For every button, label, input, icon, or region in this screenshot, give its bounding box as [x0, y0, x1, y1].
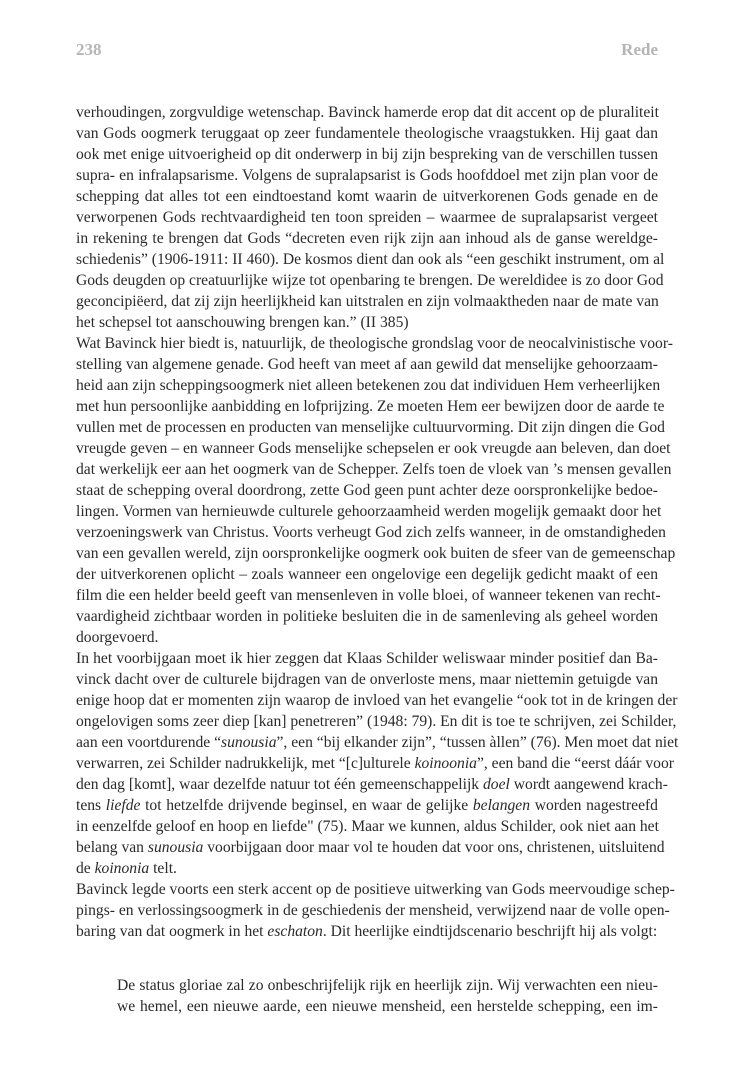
text-line [76, 186, 658, 207]
text-line [117, 975, 658, 996]
text-line [76, 354, 658, 375]
text-line [76, 690, 678, 711]
text-run: baring van dat oogmerk in het [76, 923, 268, 940]
running-title: Rede [621, 40, 658, 59]
text-line [76, 522, 666, 543]
text-line [76, 333, 673, 354]
text-run: Wat Bavinck hier biedt is, natuurlijk, de theologische grondslag voor de neocalvinistische voor- [76, 335, 673, 352]
text-run: ”, een “bij elkander zijn”, “tussen àllen” (76). Men moet dat niet [276, 734, 679, 751]
paragraph [76, 648, 679, 879]
text-run: heid aan zijn scheppingsoogmerk niet alleen betekenen zou dat individuen Hem verheerlijken [76, 377, 661, 394]
text-run: pings- en verlossingsoogmerk in de geschiedenis der mensheid, verwijzend naar de volle open- [76, 902, 670, 919]
italic-text: eschaton [267, 923, 323, 940]
text-run: De status gloriae zal zo onbeschrijfelijk rijk en heerlijk zijn. Wij verwachten een nieu- [117, 977, 658, 994]
text-line [76, 102, 658, 123]
text-run: van Gods oogmerk teruggaat op zeer fundamentele theologische vraagstukken. Hij gaat dan [76, 125, 658, 142]
text-line [76, 270, 664, 291]
text-line [76, 711, 677, 732]
text-line [76, 774, 668, 795]
text-line [76, 207, 658, 228]
text-run: van een gevallen wereld, zijn oorspronkelijke oogmerk ook buiten de sfeer van de gemeenschap [76, 545, 676, 562]
text-line [76, 501, 662, 522]
paragraphs [76, 102, 679, 942]
text-run: vaardigheid zichtbaar worden in politieke besluiten die in de samenleving als geheel worden [76, 608, 658, 625]
text-line [76, 312, 658, 333]
italic-text: sunousia [221, 734, 277, 751]
text-line [76, 165, 658, 186]
paragraph [76, 879, 675, 942]
text-run: vullen met de processen en producten van menselijke cultuurvorming. Dit zijn dingen die God [76, 419, 665, 436]
text-run: schepping dat alles tot een eindtoestand komt waarin de uitverkorenen Gods genade en de [76, 188, 658, 205]
text-run: der uitverkorenen oplicht – zoals wanneer een ongelovige een degelijk gedicht maakt of een [76, 566, 658, 583]
text-line [76, 459, 672, 480]
text-run: in rekening te brengen dat Gods “decreten even rijk zijn aan inhoud als de ganse wereldge- [76, 230, 658, 247]
text-line [76, 480, 658, 501]
text-line [76, 144, 658, 165]
text-run: dat werkelijk eer aan het oogmerk van de Schepper. Zelfs toen de vloek van ’s mensen gevallen [76, 461, 672, 478]
body-text [76, 102, 679, 1017]
text-run: worden nagestreefd [530, 797, 658, 814]
italic-text: sunousia [147, 839, 204, 856]
italic-text: koinoonia [414, 755, 477, 772]
text-run: . Dit heerlijke eindtijdscenario beschrijft hij als volgt: [322, 923, 658, 940]
text-line [76, 837, 665, 858]
text-run: vinck dacht over de culturele bijdragen van de onverloste mens, maar niettemin getuigde van [76, 671, 658, 688]
text-run: het schepsel tot aanschouwing brengen kan.” (II 385) [76, 314, 409, 331]
text-run: ”, een band die “eerst dáár voor [476, 755, 674, 772]
text-run: verworpenen Gods rechtvaardigheid ten toon spreiden – waarmee de supralapsarist vergeet [76, 209, 658, 226]
text-run: geconcipiëerd, dat zij zijn heerlijkheid kan uitstralen en zijn volmaaktheden naar de mate van [76, 293, 659, 310]
text-line [76, 123, 658, 144]
text-line [76, 417, 665, 438]
text-run: enige hoop dat er momenten zijn waarop de invloed van het evangelie “ook tot in de kringen der [76, 692, 678, 709]
text-line [76, 249, 665, 270]
text-run: doorgevoerd. [76, 629, 159, 646]
text-line [76, 753, 674, 774]
text-line [76, 375, 661, 396]
text-line [117, 996, 658, 1017]
italic-text: koinonia [94, 860, 150, 877]
text-line [76, 291, 658, 312]
italic-text: belangen [472, 797, 531, 814]
text-line [76, 816, 658, 837]
block-quote [76, 975, 658, 1017]
text-run: verwarren, zei Schilder nadrukkelijk, met “[c]ulturele [76, 755, 415, 772]
text-run: de [76, 860, 95, 877]
text-run: staat de schepping overal doordrong, zette God geen punt achter deze oorspronkelijke bedoe- [76, 482, 658, 499]
text-run: supra- en infralapsarisme. Volgens de supralapsarist is Gods hoofddoel met zijn plan voor de [76, 167, 658, 184]
paragraph [76, 102, 665, 333]
italic-text: liefde [105, 797, 141, 814]
text-line [76, 858, 658, 879]
text-run: voorbijgaan door maar vol te houden dat voor ons, christenen, uitsluitend [203, 839, 665, 856]
text-run: Bavinck legde voorts een sterk accent op de positieve uitwerking van Gods meervoudige schep- [76, 881, 675, 898]
text-line [76, 795, 658, 816]
text-run: wordt aangewend krach- [509, 776, 668, 793]
text-run: vreugde geven – en wanneer Gods menselijke schepselen er ook vreugde aan beleven, dan doet [76, 440, 671, 457]
text-run: met hun persoonlijke aanbidding en lofprijzing. Ze moeten Hem eer bewijzen door de aarde te [76, 398, 665, 415]
text-line [76, 606, 658, 627]
text-line [76, 228, 658, 249]
text-run: Gods deugden op creatuurlijke wijze tot openbaring te brengen. De wereldidee is zo door God [76, 272, 664, 289]
page-number: 238 [76, 40, 102, 59]
text-line [76, 648, 658, 669]
text-line [76, 627, 658, 648]
text-run: ook met enige uitvoerigheid op dit onderwerp in bij zijn bespreking van de verschillen tussen [76, 146, 659, 163]
text-run: lingen. Vormen van hernieuwde culturele gehoorzaamheid werden mogelijk gemaakt door het [76, 503, 662, 520]
text-line [76, 900, 670, 921]
paragraph [76, 333, 676, 648]
text-run: tot hetzelfde drijvende beginsel, en waar de gelijke [140, 797, 473, 814]
text-line [76, 732, 679, 753]
text-run: belang van [76, 839, 148, 856]
text-run: in eenzelfde geloof en hoop en liefde" (75). Maar we kunnen, aldus Schilder, ook niet aan het [76, 818, 659, 835]
text-run: schiedenis” (1906-1911: II 460). De kosmos dient dan ook als “een geschikt instrument, om al [76, 251, 665, 268]
italic-text: doel [483, 776, 510, 793]
text-line [76, 543, 676, 564]
text-run: In het voorbijgaan moet ik hier zeggen dat Klaas Schilder weliswaar minder positief dan Ba- [76, 650, 658, 667]
text-run: telt. [149, 860, 177, 877]
text-line [76, 669, 658, 690]
text-run: tens [76, 797, 106, 814]
text-run: den dag [komt], waar dezelfde natuur tot één gemeenschappelijk [76, 776, 483, 793]
text-run: verzoeningswerk van Christus. Voorts verheugt God zich zelfs wanneer, in de omstandigheden [76, 524, 666, 541]
text-run: we hemel, een nieuwe aarde, een nieuwe mensheid, een herstelde schepping, een im- [117, 998, 658, 1015]
text-run: aan een voortdurende “ [76, 734, 222, 751]
text-line [76, 921, 658, 942]
text-run: stelling van algemene genade. God heeft van meet af aan gewild dat menselijke gehoorzaam- [76, 356, 658, 373]
text-line [76, 438, 671, 459]
text-line [76, 396, 665, 417]
text-run: ongelovigen soms zeer diep [kan] penetreren” (1948: 79). En dit is toe te schrijven, zei Schilder, [76, 713, 677, 730]
text-line [76, 564, 658, 585]
text-line [76, 585, 661, 606]
text-line [76, 879, 675, 900]
text-run: verhoudingen, zorgvuldige wetenschap. Bavinck hamerde erop dat dit accent op de pluraliteit [76, 104, 659, 121]
text-run: film die een helder beeld geeft van mensenleven in volle bloei, of wanneer tekenen van recht- [76, 587, 661, 604]
